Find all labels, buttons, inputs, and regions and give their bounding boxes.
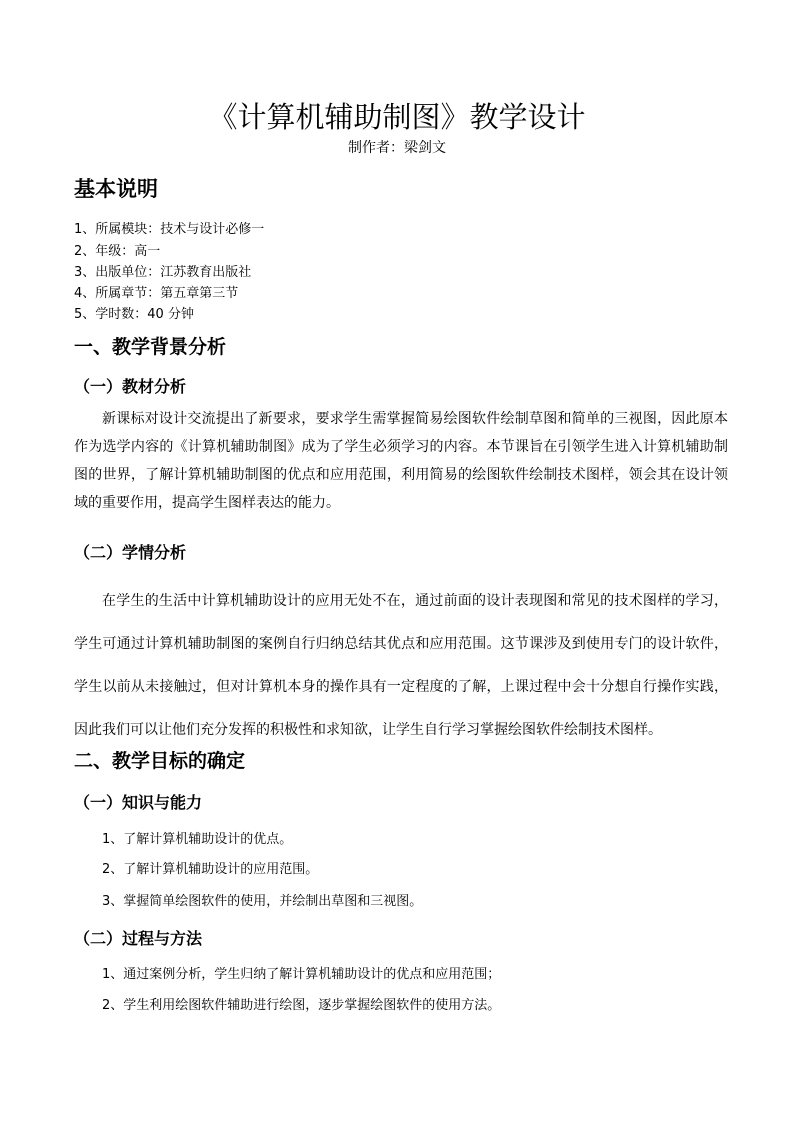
section1-heading: 一、教学背景分析 <box>74 336 227 358</box>
section1-sub2-heading: （二）学情分析 <box>74 543 187 562</box>
basic-item: 1、所属模块：技术与设计必修一 <box>74 222 265 237</box>
section1-sub2-paragraph: 在学生的生活中计算机辅助设计的应用无处不在，通过前面的设计表现图和常见的技术图样的学习，学生可通过计算机辅助制图的案例自行归纳总结其优点和应用范围。这节课涉及到使用专门的设计软件，学生以前从未接触过，但对计算机本身的操作具有一定程度的了解，上课过程中会十分想自行操作实践，因此我们可以让他们充分发挥的积极性和求知欲，让学生自行学习掌握绘图软件绘制技术图样。 <box>74 593 728 738</box>
section2-sub1-heading: （一）知识与能力 <box>74 793 203 812</box>
document-title: 《计算机辅助制图》教学设计 <box>208 100 586 134</box>
basic-item: 4、所属章节：第五章第三节 <box>74 286 239 301</box>
section2-sub2-heading: （二）过程与方法 <box>74 929 203 948</box>
section2-sub1-item: 1、了解计算机辅助设计的优点。 <box>102 832 293 847</box>
section2-sub1-item: 2、了解计算机辅助设计的应用范围。 <box>102 862 319 877</box>
basic-item: 5、学时数：40 分钟 <box>74 307 194 322</box>
section1-sub1-heading: （一）教材分析 <box>74 377 187 396</box>
section1-sub1-paragraph: 新课标对设计交流提出了新要求，要求学生需掌握简易绘图软件绘制草图和简单的三视图，因此原本作为选学内容的《计算机辅助制图》成为了学生必须学习的内容。本节课旨在引领学生进入计算机辅助制图的世界，了解计算机辅助制图的优点和应用范围，利用简易的绘图软件绘制技术图样，领会其在设计领域的重要作用，提高学生图样表达的能力。 <box>74 411 728 511</box>
basic-item: 2、年级：高一 <box>74 244 161 259</box>
section2-sub2-item: 1、通过案例分析，学生归纳了解计算机辅助设计的优点和应用范围； <box>102 967 501 982</box>
section2-sub2-item: 2、学生利用绘图软件辅助进行绘图，逐步掌握绘图软件的使用方法。 <box>102 998 501 1013</box>
section2-sub1-item: 3、掌握简单绘图软件的使用，并绘制出草图和三视图。 <box>102 894 423 909</box>
basic-item: 3、出版单位：江苏教育出版社 <box>74 265 252 280</box>
author-line: 制作者：梁剑文 <box>348 140 446 156</box>
basic-heading: 基本说明 <box>74 176 158 201</box>
section2-heading: 二、教学目标的确定 <box>74 750 246 772</box>
